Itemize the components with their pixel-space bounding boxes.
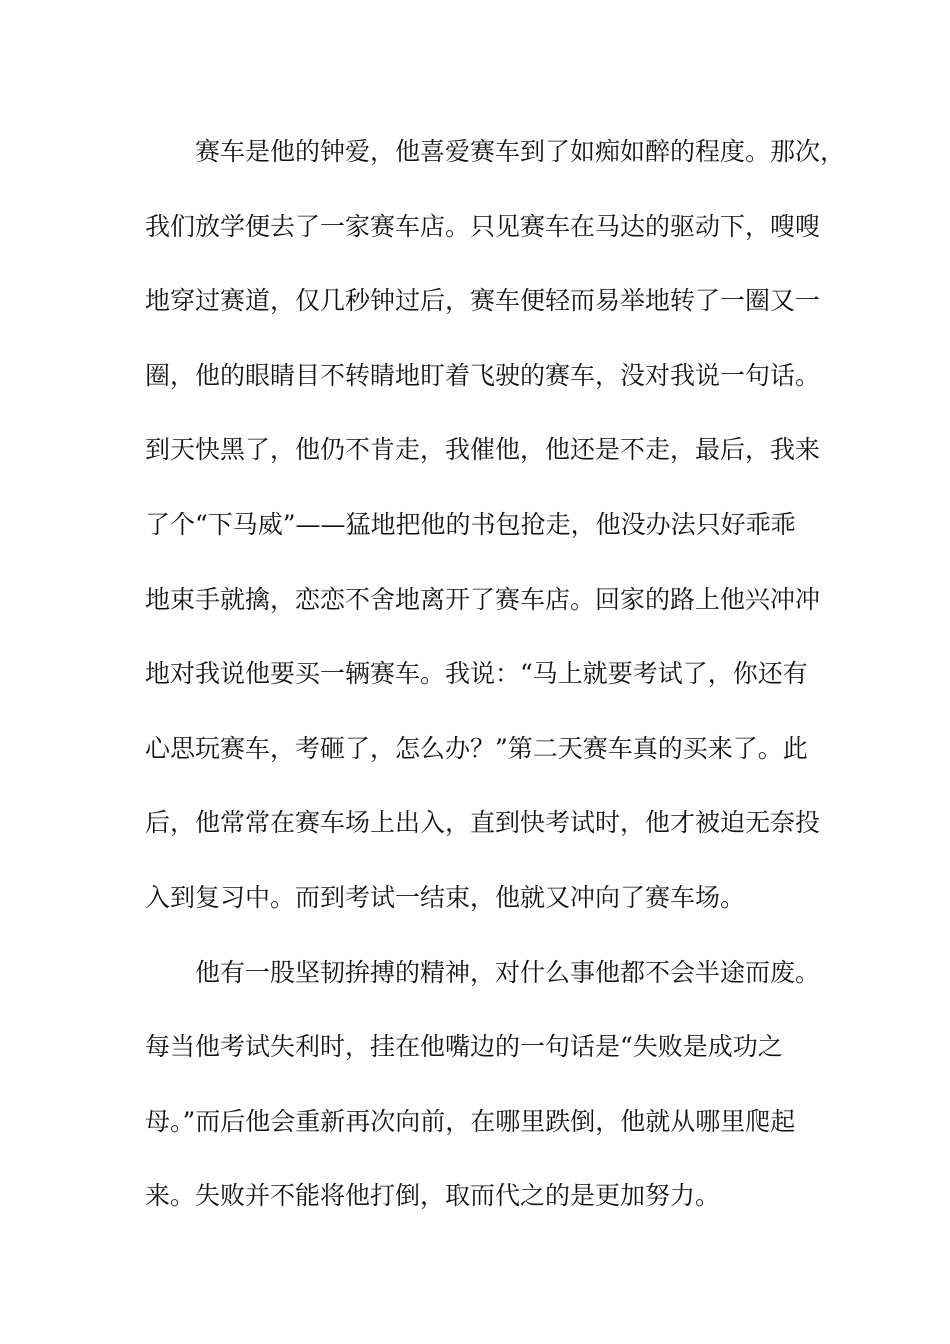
paragraph-line: 入到复习中。而到考试一结束，他就又冲向了赛车场。 <box>145 882 746 912</box>
paragraph-line: 我们放学便去了一家赛车店。只见赛车在马达的驱动下，嗖嗖 <box>145 211 821 241</box>
paragraph-line: 后，他常常在赛车场上出入，直到快考试时，他才被迫无奈投 <box>145 808 821 838</box>
paragraph-line: 每当他考试失利时，挂在他嘴边的一句话是“失败是成功之 <box>145 1032 783 1062</box>
paragraph-line: 心思玩赛车，考砸了，怎么办？”第二天赛车真的买来了。此 <box>145 733 808 763</box>
document-body <box>145 124 846 1243</box>
paragraph-line: 圈，他的眼睛目不转睛地盯着飞驶的赛车，没对我说一句话。 <box>145 360 821 390</box>
paragraph-line: 他有一股坚韧拚搏的精神，对什么事他都不会半途而废。 <box>195 957 821 987</box>
paragraph-line: 赛车是他的钟爱，他喜爱赛车到了如痴如醉的程度。那次， <box>195 137 846 166</box>
paragraph-line: 到天快黑了，他仍不肯走，我催他，他还是不走，最后，我来 <box>145 435 821 465</box>
paragraph-line: 地穿过赛道，仅几秒钟过后，赛车便轻而易举地转了一圈又一 <box>145 286 821 316</box>
paragraph-line: 地对我说他要买一辆赛车。我说：“马上就要考试了，你还有 <box>145 659 808 689</box>
paragraph-2 <box>145 945 825 1225</box>
paragraph-line: 母。”而后他会重新再次向前，在哪里跌倒，他就从哪里爬起 <box>145 1106 796 1136</box>
paragraph-line: 来。失败并不能将他打倒，取而代之的是更加努力。 <box>145 1181 721 1211</box>
paragraph-line: 了个“下马威”——猛地把他的书包抢走，他没办法只好乖乖 <box>145 509 796 539</box>
paragraph-line: 地束手就擒，恋恋不舍地离开了赛车店。回家的路上他兴冲冲 <box>145 584 821 614</box>
paragraph-1 <box>145 124 846 926</box>
